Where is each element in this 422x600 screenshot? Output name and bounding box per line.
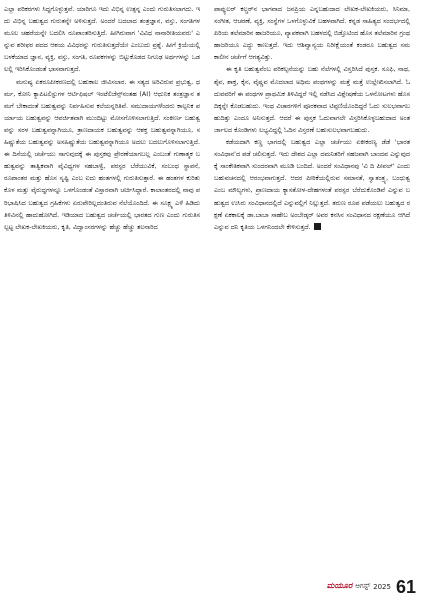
article-paragraph-final (214, 137, 410, 234)
article-right-column (214, 4, 410, 560)
article-end-mark-icon (314, 223, 321, 230)
article-paragraph: ಮನುಷ್ಯ ಏಕರೂಪೀಕರಣದಲ್ಲಿ ಬಹುಕಾಲ ಜೀವಿಸಲಾರ. ಈ ಸತ್ಯದ ಅರಿವಿರುವ ಪ್ರಭುತ್ವ, ಧರ್ಮ, ಕೋನಿ ಕ್ಯಾಪಿಟಲಿಸ್ಟುಗಳ ಆರ್ಟಿಫಿಷಲ್ ಇಂಟೆಲಿಜೆನ್ಸ್‌ನಂತಹ (AI) ಆಧುನಿಕ ತಂತ್ರಜ್ಞಾನ ತಮಗೆ ಬೇಕಾದಂತೆ ಬಹುತ್ವವನ್ನು ನಿರ್ವಹಿಸುವ ಕಲೆಯನ್ನರಿತಿವೆ. ಸಮುದಾಯಗಳೆಂದರು ಕಾಲ್ಪನಿಕ ಪರ್ಯಾಯ ಬಹುತ್ವವನ್ನು ಆಪರ್ಜಿತವಾಗಿ ಮುಂದಿಟ್ಟು ಮೋಸಗೊಳಿಸಲಾಗುತ್ತಿದೆ. ಸಂಕೀರ್ಣ ಬಹುತ್ವವನ್ನು ಸರಳ ಬಹುತ್ವವನ್ನಾಗಿಯೂ, ತ್ರಾಣದಾಯಕ ಬಹುತ್ವವನ್ನು ಆಶಕ್ತ ಬಹುತ್ವವನ್ನಾಗಿಯೂ, ಸಹಿಷ್ಣುತೆಯ ಬಹುತ್ವವನ್ನು ಅಸಹಿಷ್ಣುತೆಯ ಬಹುತ್ವವನ್ನಾಗಿಯೂ ಅದಲು ಬದಲುಗೊಳಿಸಲಾಗುತ್ತಿದೆ. ಈ ದಿಸೆಯಲ್ಲಿ ಚರ್ಚೆಯು ಸಾಗುವುದಕ್ಕೆ ಈ ಪುಸ್ತಕವು ಪ್ರೇರಣೆಯಾಗಬಲ್ಲ ಎಂಬಂತೆ ಗುಣಾತ್ಮಕ ಬಹುತ್ವವನ್ನು ತಾತ್ವಿಕವಾಗಿ ವೈವಿಧ್ಯಗಳ ಸಹಬಾಳ್ವೆ, ಪರಸ್ಪರ ಬೆರೆಯುವಿಕೆ, ಸಂಬಂಧ ಸ್ಥಾಪನೆ, ರೂಪಾಂತರ ಮತ್ತು ಹೊಸ ಸೃಷ್ಟಿ ಎಂಬ ಐದು ಹಂತಗಳಲ್ಲಿ ಗುರುತಿಸುತ್ತಾರೆ. ಈ ಹಂತಗಳ ಕುರಿತು ಕೊಳ ಮತ್ತು ವೈರುದ್ಧಗಳನ್ನೂ ಒಳಗೊಂಡಂತೆ ವಿಸ್ತಾರವಾಗಿ ಚರ್ಚಿಸಿದ್ದಾರೆ. ಕಾಲಾಂತರದಲ್ಲಿ ನಾವು ಪರಿಭಾಷಿಸಿದ ಬಹುತ್ವದ ಗ್ರಹಿಕೆಗಳು ಏರುಪೇರಿಲ್ಲದಂತಿರುವ ನೆಲೆಯೊಂದಿದೆ. ಈ ಸೂಕ್ಷ್ಮ ಎಳೆ ಹಿಡಿದು ತಿಳಿವಿನಲ್ಲಿ ಹಾದುಹೋಗಿದೆ. ಇಡಿಯಾದ ಬಹುತ್ವದ ಚರ್ಚೆಯಲ್ಲಿ ಭಾರತದ ಗುಣ ಎಂದು ಗುರುತಿಸಲ್ಪಟ್ಟ ಲೇಖಕ-ಲೇಖಕಿಯರು, ಕೃತಿ, ವಿದ್ವಾಂಸರಗಳನ್ನು ಹೆಚ್ಚು ಹೆಚ್ಚು ತಲನಾರಿದ (4, 78, 200, 231)
page-number: 61 (395, 577, 416, 597)
issue-year: 2025 (373, 583, 391, 591)
magazine-name: ಮಯೂರ (326, 580, 353, 590)
article-paragraph-text: ಕಡೆಯದಾಗಿ ಕಣ್ಣ ಭಾಗದಲ್ಲಿ ಬಹುತ್ವದ ಎಲ್ಲಾ ಚರ್ಚೆಯು ಏಕೀಕರಣ್ಯ ಡೆಡೆ 'ಭಾರತ ಸಂವಿಧಾನ'ದ ಪಡೆ ಚಲಿಸುತ್ತದೆ. ಇದು ದೇಶದ ಎಲ್ಲಾ ದಮನಿತರಿಗೆ ಸಹಜವಾಗಿ ಬಾಂದವ ಎನ್ನುವುದಕ್ಕೆ ಸಾಂಕೇತಿಕವಾಗಿ ಸುಂದರವಾಗಿ ಮೂಡಿ ಬಂದಿದೆ. ಅಂದರೆ ಸಂವಿಧಾನವು 'ವಿ ದಿ ಪೀಪಲ್' ಎಂದು ಬಹುವಚನದಲ್ಲಿ ಆರಂಭವಾಗುತ್ತದೆ. ಆದರ ಪೀಠಿಕೆಯಲ್ಲಿರುವ ಸಮಾನತೆ, ಸ್ವಾತಂತ್ರ್ಯ, ಬಂಧುತ್ವ ಎಂಬ ಮೌಲ್ಯಗಳು, ಪ್ರಾಣದಾಯ ಕ್ಯಾಸತೋಳ-ದೇಹಗಳಂತೆ ಪರಸ್ಪರ ಬೆರೆದುಕೊಂಡಿವೆ ಎನ್ನುವ ಬಹುತ್ವದ ಉಸಿರು ಸಂವಿಧಾನದಲ್ಲಿದೆ ಎನ್ನುವಲ್ಲಿಗೆ ನಿಲ್ಲುತ್ತದೆ. ತರುಣ ರೂಪ ಪಡೆಯಲು ಬಹುತ್ವದ ರಕ್ಷಣೆ ಏಕಕಾಲಕ್ಕೆ ಡಾ.ಬಾಬಾ ಸಾಹೇಬ ಅಂಬೇಡ್ಕರ್ ಅವರ ಕನಸಿನ ಸಂವಿಧಾನದ ರಕ್ಷಣೆಯೂ ಆಗಿದೆ ಎನ್ನುವ ದನಿ ಕೃತಿಯ ಒಳಗನಿಂದಲೇ ಕೇಳಿಸುತ್ತದೆ. (214, 139, 410, 231)
article-paragraph: ಪಾಪ್ಯುಲರ್ ಕಲ್ಚರ್‌ನ ಭಾಗವಾದ ಜನಪ್ರಿಯ ಎನ್ನಬಹುದಾದ ಲೇಖಕ-ಲೇಖಕಿಯರು, ಸಿನಿಮಾ, ಸಂಗೀತ, ಆಚರಣೆ, ವ್ಯಕ್ತಿ, ಸಂಸ್ಥೆಗಳ ಒಳಗೊಳ್ಳುವಿಕೆ ಬಹಳವಾಗಿದೆ. ಕನ್ನಡ ಸಾಹಿತ್ಯದ ಸಂದರ್ಭದಲ್ಲಿ ಪಿರಿಯ ತಲೆಮಾರಿನ ಹಾಜರಿಯೂ, ವ್ಯಾಪಕವಾಗಿ ಬಹಳದಲ್ಲಿ ಬಿಡ್ತೊಟಿಂದ ಹೊಸ ತಲೆಮಾರಿನ ಗ್ರಂಥ ಹಾಜರಿಯೂ ಎದ್ದು ಕಾಣುತ್ತದೆ. ಇದು ಆಶಿವ್ವಾನ್ಯಯ ನಿರೀಕ್ಷೆಯಂತೆ ಕಂಡರೂ ಬಹುತ್ವದ ಸಮಕಾಲೀನ ಚರ್ಚೆಗೆ ಆಗತ್ಯವಿತ್ತು. (214, 6, 410, 62)
page-footer (327, 570, 416, 596)
article-paragraph: ಈ ಕೃತಿ ಬಹುತ್ವವೆಂಬ ಪರಿಕಲ್ಪನೆಯನ್ನು ಬಹು ನೆಲೆಗಳಲ್ಲಿ ವಿಸ್ತರಿಸಿದೆ ಪುಸ್ತಕ. ಸೂಫಿ, ನಾಥ, ಶೈವ, ಶಾಕ್ತ, ಕೈನ, ವೈಷ್ಣವ ಮೊದಲಾದ ಅಧಿಮ ಪಂಥಗಳನ್ನು ಮತ್ತೆ ಮತ್ತೆ ಉಲ್ಲೇಖಿಸಲಾಗಿದೆ. ಓದುವವರಿಗೆ ಈ ಪಂಥಗಳ ಪ್ರಾಥಮಿಕ ತಿಳಿವಿದ್ದರೆ ಇಲ್ಲಿ ನಡೆಸಿದ ವಿಶ್ಲೇಷಣೆಯ ಒಳನೋಟಗಳು ಹೊಸದಿಕ್ಕನ್ನೇ ಕೊಡಬಹುದು. ಇಂಥ ವಿಚಾರಗಳಿಗೆ ಪೂರಕವಾದ ಟಿಪ್ಪಣಿಯೊಂದಿದ್ದರೆ ಓದು ಸುಲಭವಾಗಬಹುದಿತ್ತು ಎಂದೂ ಅನಿಸುತ್ತದೆ. ಆದರೆ ಈ ಪುಸ್ತಕ ಓದುವಾಗಲೇ ವಿಸ್ತರಿಸಿಕೊಳ್ಳಬಹುದಾದ ಅಂತರ್ಜಾಲದ ಕೊಂಡಿಗಳು ಲಭ್ಯವಿದ್ದಲ್ಲಿ ಓದಿನ ವಿಸ್ತರಣೆ ಬಹುಸುಲಭವಾಗಬಹುದು. (214, 66, 410, 134)
article-paragraph: ಎಲ್ಲಾ ಪರಿಕರಗಳು ಸಿದ್ಧಗೊಳ್ಳುತ್ತವೆ. ಯಾರಿಗೂ ಇದು ವಿಭಿನ್ನ ಉತ್ಪನ್ನ ಎಂದು ಗುರುತಿಸಲಾಗದು. ಇದು ವಿಭಿನ್ನ ಬಹುತ್ವದ ಗುರುತನ್ನೇ ಅಳಿಸುತ್ತದೆ. ಅಂದರೆ ಬದಲಾದ ತಂತ್ರಜ್ಞಾನ, ವಸ್ತು, ಸಂಗತಿಗಳ ಮೂಲ ಚಹರೆಯನ್ನೇ ಬದಲಿಸಿ ರೂಪಾಂತರಿಸುತ್ತಿದೆ. ಹೀಗಿರುವಾಗ 'ವಿವಿಧ ನಾನಾರೀತಿಯವರು' ಎನ್ನುವ ಶರೀಫರ ಪದದ ಆಶಯ ವಿವಿಧರನ್ನು ಗುರುತಿಸುತ್ತದೆಯೇ ಎಂಬುದು ಪ್ರಶ್ನೆ. ಹೀಗೆ ಕ್ರಿಯೆಯಲ್ಲಿ ಬಳಕೆಯಾದ ಜ್ಞಾನ, ವ್ಯಕ್ತಿ, ವಸ್ತು, ಸಂಗತಿ, ರೂಪಕಗಳನ್ನು ಬಿಟ್ಟುಕೊಡದ ನಿಗೂಢ ಅರ್ಥಗಳನ್ನು ಒಡಲಲ್ಲಿ ಇರಿಸಿಕೊಂಡಂತೆ ಭಾಸವಾಗುತ್ತದೆ. (4, 6, 200, 74)
issue-month: ಆಗಸ್ಟ್ (355, 582, 371, 590)
article-left-column (4, 4, 200, 560)
issue-info (327, 580, 391, 596)
